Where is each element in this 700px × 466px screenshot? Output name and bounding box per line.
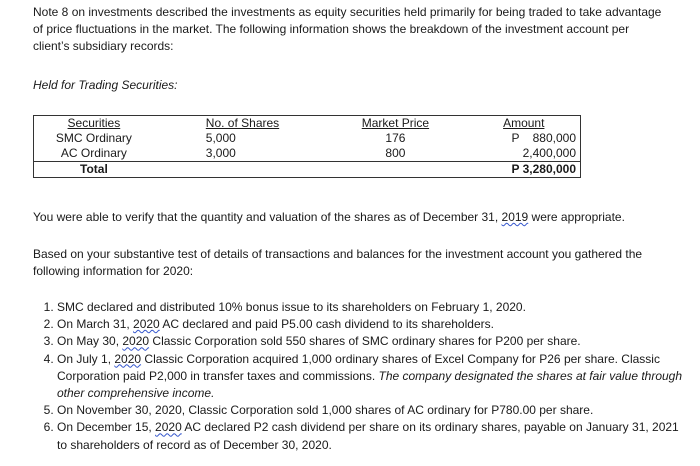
cell-amount: 2,400,000 (522, 146, 576, 160)
based-on-paragraph: Based on your substantive test of details of transactions and balances for the investment account you gathered the following information for 2020: (33, 247, 643, 278)
cell-security: AC Ordinary (60, 146, 127, 160)
table-total-row (34, 162, 581, 178)
cell-shares: 3,000 (205, 146, 236, 160)
list-item: 3. On May 30, 2020 Classic Corporation sold 550 shares of SMC ordinary shares for P200 per share. (57, 333, 687, 350)
verify-paragraph: You were able to verify that the quantity and valuation of the shares as of December 31, 2019 were appropriate. (33, 210, 625, 224)
list-item: 5. On November 30, 2020, Classic Corporation sold 1,000 shares of AC ordinary for P780.00 per share. (57, 402, 687, 419)
table-subheading: Held for Trading Securities: (33, 78, 178, 92)
list-item: 1. SMC declared and distributed 10% bonus issue to its shareholders on February 1, 2020. (57, 299, 687, 316)
intro-paragraph: Note 8 on investments described the investments as equity securities held primarily for being traded to take advantage of price fluctuations in the market. The following information shows the breakdown of the investment account per client’s subsidiary records: (33, 5, 662, 53)
total-amount: P 3,280,000 (468, 162, 581, 178)
year-2019: 2019 (501, 210, 529, 224)
col-header-price: Market Price (361, 116, 430, 130)
cell-shares: 5,000 (205, 131, 236, 145)
col-header-securities: Securities (67, 116, 121, 130)
cell-price: 176 (385, 131, 406, 145)
table-header-row (34, 116, 581, 132)
list-item: 6. On December 15, 2020 AC declared P2 cash dividend per share on its ordinary shares, payable on January 31, 2021 to shareholders of record as of December 30, 2020. (57, 419, 687, 453)
cell-amount: P 880,000 (511, 131, 576, 145)
col-header-shares: No. of Shares (205, 116, 280, 130)
list-item: 2. On March 31, 2020 AC declared and paid P5.00 cash dividend to its shareholders. (57, 316, 687, 333)
list-item: 4. On July 1, 2020 Classic Corporation acquired 1,000 ordinary shares of Excel Company for P26 per share. Classic Corporation paid P2,000 in transfer taxes and commissions. The company designated the shares at fair value through other comprehensive income. (57, 351, 687, 403)
total-label: Total (34, 162, 154, 178)
col-header-amount: Amount (503, 116, 545, 130)
cell-price: 800 (385, 146, 406, 160)
transactions-list (33, 299, 687, 454)
cell-security: SMC Ordinary (55, 131, 132, 145)
investment-table (33, 115, 581, 178)
table-row (34, 131, 581, 146)
table-row (34, 146, 581, 162)
